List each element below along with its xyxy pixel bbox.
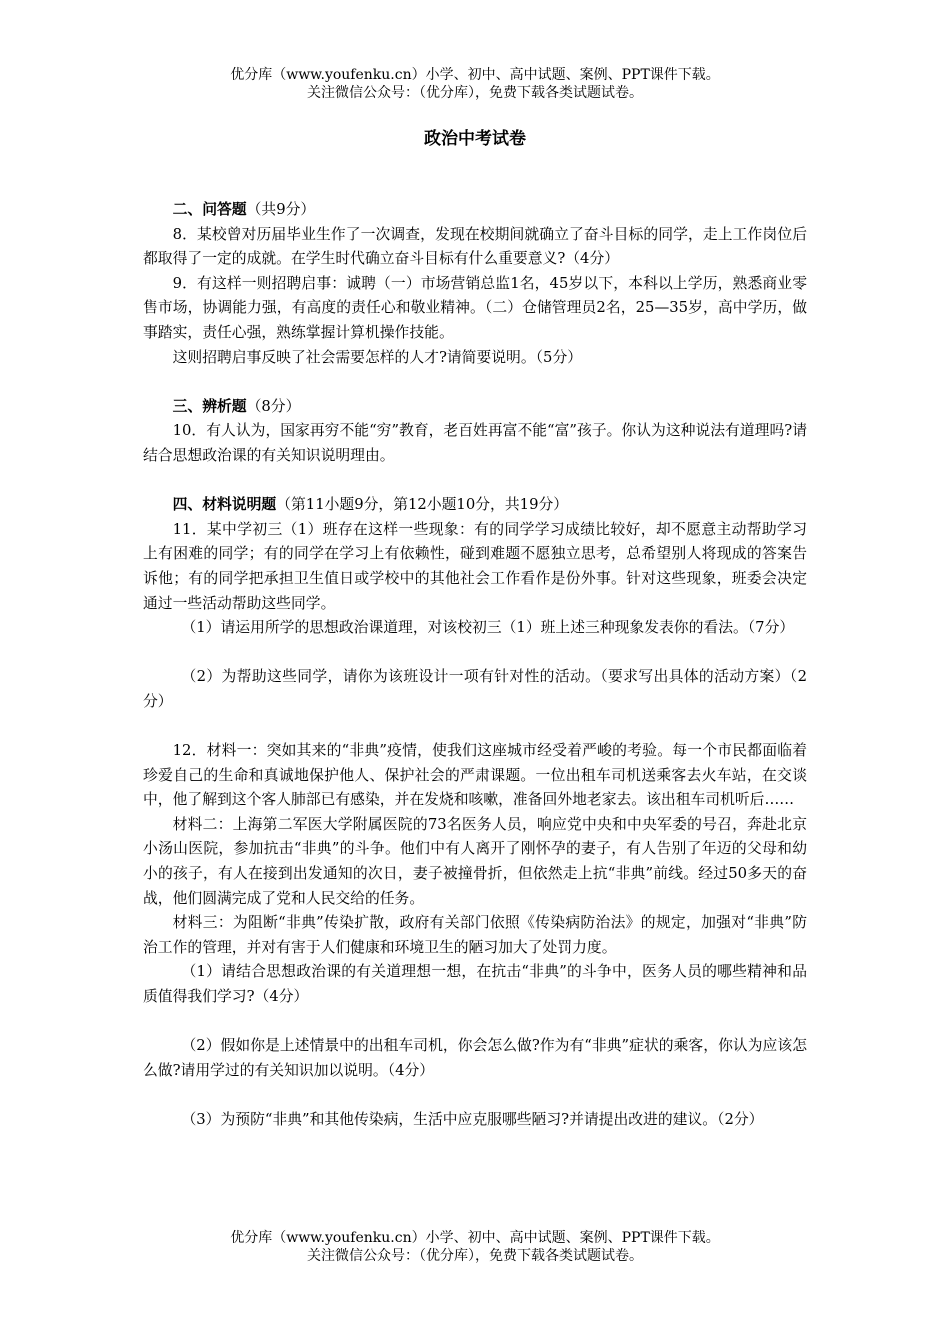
footer-line-2: 关注微信公众号：（优分库），免费下载各类试题试卷。 — [307, 1248, 643, 1264]
question-8: 8．某校曾对历届毕业生作了一次调查，发现在校期间就确立了奋斗目标的同学，走上工作岗位后都取得了一定的成就。在学生时代确立奋斗目标有什么重要意义?（4分） — [143, 225, 807, 268]
section-4-heading — [143, 493, 807, 518]
question-9: 9．有这样一则招聘启事：诚聘（一）市场营销总监1名，45岁以下，本科以上学历，熟悉商业零售市场，协调能力强，有高度的责任心和敬业精神。（二）仓储管理员2名，25—35岁，高中学历，做事踏实，责任心强，熟练掌握计算机操作技能。 — [143, 274, 807, 341]
question-12-material-1: 12．材料一：突如其来的“非典”疫情，使我们这座城市经受着严峻的考验。每一个市民都面临着珍爱自己的生命和真诚地保护他人、保护社会的严肃课题。一位出租车司机送乘客去火车站，在交谈中，他了解到这个客人肺部已有感染，并在发烧和咳嗽，准备回外地老家去。该出租车司机听后…… — [143, 742, 807, 809]
page-header — [0, 66, 950, 102]
section-3-heading — [143, 395, 807, 420]
question-12-part-1: （1）请结合思想政治课的有关道理想一想，在抗击“非典”的斗争中，医务人员的哪些精神和品质值得我们学习?（4分） — [143, 963, 807, 1005]
exam-content — [143, 198, 807, 1133]
page-footer — [0, 1229, 950, 1265]
section-2-score: （共9分） — [246, 201, 316, 218]
question-11-part-1: （1）请运用所学的思想政治课道理，对该校初三（1）班上述三种现象发表你的看法。（7分） — [181, 619, 795, 637]
question-11-part-2: （2）为帮助这些同学，请你为该班设计一项有针对性的活动。（要求写出具体的活动方案）（2分） — [143, 668, 807, 710]
footer-line-1: 优分库（www.youfenku.cn）小学、初中、高中试题、案例、PPT课件下载。 — [230, 1230, 720, 1246]
question-12-material-2: 材料二：上海第二军医大学附属医院的73名医务人员，响应党中央和中央军委的号召，奔赴北京小汤山医院，参加抗击“非典”的斗争。他们中有人离开了刚怀孕的妻子，有人告别了年迈的父母和幼小的孩子，有人在接到出发通知的次日，妻子被撞骨折，但依然走上抗“非典”前线。经过50多天的奋战，他们圆满完成了党和人民交给的任务。 — [143, 815, 807, 907]
question-9-ask: 这则招聘启事反映了社会需要怎样的人才?请简要说明。（5分） — [172, 348, 583, 366]
section-3-title: 三、辨析题 — [172, 397, 247, 415]
section-3-score: （8分） — [246, 397, 301, 415]
question-10: 10．有人认为，国家再穷不能“穷”教育，老百姓再富不能“富”孩子。你认为这种说法有道理吗?请结合思想政治课的有关知识说明理由。 — [143, 422, 807, 464]
question-12-part-3: （3）为预防“非典”和其他传染病，生活中应克服哪些陋习?并请提出改进的建议。（2分） — [181, 1110, 764, 1128]
section-4-score: （第11小题9分，第12小题10分，共19分） — [276, 496, 569, 514]
header-line-2: 关注微信公众号：（优分库），免费下载各类试题试卷。 — [307, 85, 643, 101]
question-12-part-2: （2）假如你是上述情景中的出租车司机，你会怎么做?作为有“非典”症状的乘客，你认为应该怎么做?请用学过的有关知识加以说明。（4分） — [143, 1037, 807, 1079]
section-4-title: 四、材料说明题 — [172, 496, 277, 514]
header-line-1: 优分库（www.youfenku.cn）小学、初中、高中试题、案例、PPT课件下载。 — [230, 67, 720, 83]
section-2-title: 二、问答题 — [172, 201, 247, 218]
question-11: 11．某中学初三（1）班存在这样一些现象：有的同学学习成绩比较好，却不愿意主动帮助学习上有困难的同学；有的同学在学习上有依赖性，碰到难题不愿独立思考，总希望别人将现成的答案告诉他；有的同学把承担卫生值日或学校中的其他社会工作看作是份外事。针对这些现象，班委会决定通过一些活动帮助这些同学。 — [143, 520, 807, 612]
section-2-heading — [143, 198, 807, 223]
page-title: 政治中考试卷 — [424, 129, 526, 149]
question-12-material-3: 材料三：为阻断“非典”传染扩散，政府有关部门依照《传染病防治法》的规定，加强对“非典”防治工作的管理，并对有害于人们健康和环境卫生的陋习加大了处罚力度。 — [143, 914, 807, 956]
